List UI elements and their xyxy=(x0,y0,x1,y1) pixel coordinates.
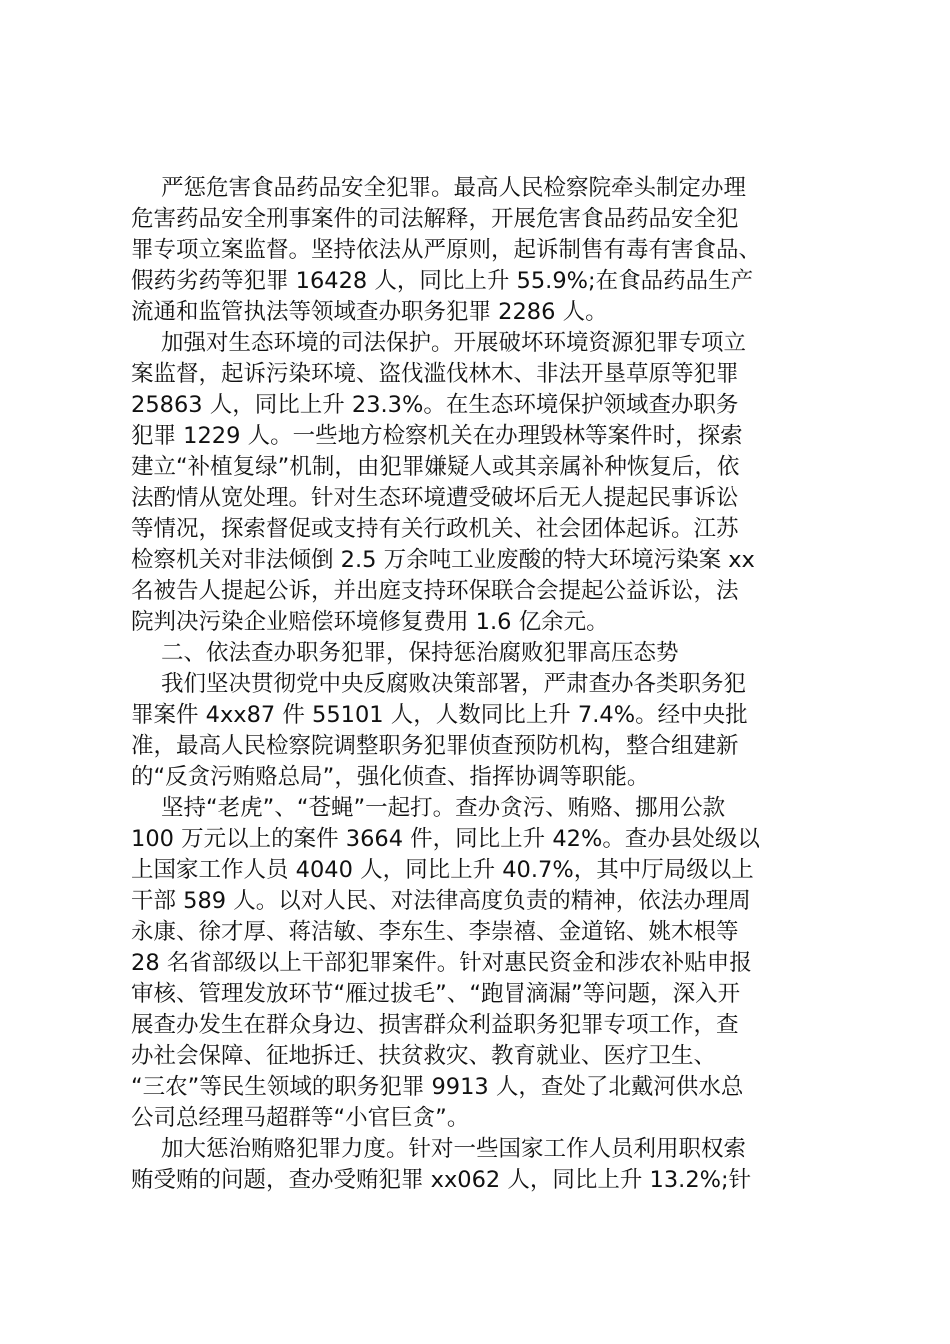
text-line: 展查办发生在群众身边、损害群众利益职务犯罪专项工作，查 xyxy=(131,1012,739,1038)
text-line: 案监督，起诉污染环境、盗伐滥伐林木、非法开垦草原等犯罪 xyxy=(131,361,739,387)
text-line: 名被告人提起公诉，并出庭支持环保联合会提起公益诉讼，法 xyxy=(131,578,739,604)
text-line: 干部 589 人。以对人民、对法律高度负责的精神，依法办理周 xyxy=(131,888,751,914)
text-line: 办社会保障、征地拆迁、扶贫救灾、教育就业、医疗卫生、 xyxy=(131,1043,717,1069)
text-line: 100 万元以上的案件 3664 件，同比上升 42%。查办县处级以 xyxy=(131,826,760,852)
text-line: 加大惩治贿赂犯罪力度。针对一些国家工作人员利用职权索 xyxy=(161,1136,747,1162)
text-line: 坚持“老虎”、“苍蝇”一起打。查办贪污、贿赂、挪用公款 xyxy=(161,795,726,821)
text-line: 院判决污染企业赔偿环境修复费用 1.6 亿余元。 xyxy=(131,609,609,635)
text-line: 罪案件 4xx87 件 55101 人，人数同比上升 7.4%。经中央批 xyxy=(131,702,748,728)
text-line: 审核、管理发放环节“雁过拔毛”、“跑冒滴漏”等问题，深入开 xyxy=(131,981,741,1007)
document-body xyxy=(131,173,831,1196)
text-line: 犯罪 1229 人。一些地方检察机关在办理毁林等案件时，探索 xyxy=(131,423,743,449)
text-line: 我们坚决贯彻党中央反腐败决策部署，严肃查办各类职务犯 xyxy=(161,671,747,697)
text-line: 法酌情从宽处理。针对生态环境遭受破坏后无人提起民事诉讼 xyxy=(131,485,739,511)
text-line: 的“反贪污贿赂总局”，强化侦查、指挥协调等职能。 xyxy=(131,764,650,790)
text-line: 罪专项立案监督。坚持依法从严原则，起诉制售有毒有害食品、 xyxy=(131,237,762,263)
text-line: 25863 人，同比上升 23.3%。在生态环境保护领域查办职务 xyxy=(131,392,739,418)
text-line: 准，最高人民检察院调整职务犯罪侦查预防机构，整合组建新 xyxy=(131,733,739,759)
text-line: 加强对生态环境的司法保护。开展破坏环境资源犯罪专项立 xyxy=(161,330,747,356)
text-line: 严惩危害食品药品安全犯罪。最高人民检察院牵头制定办理 xyxy=(161,175,747,201)
text-line: 永康、徐才厚、蒋洁敏、李东生、李崇禧、金道铭、姚木根等 xyxy=(131,919,739,945)
text-line: 28 名省部级以上干部犯罪案件。针对惠民资金和涉农补贴申报 xyxy=(131,950,752,976)
text-line: 建立“补植复绿”机制，由犯罪嫌疑人或其亲属补种恢复后，依 xyxy=(131,454,740,480)
text-line: 假药劣药等犯罪 16428 人，同比上升 55.9%;在食品药品生产 xyxy=(131,268,754,294)
text-line: 危害药品安全刑事案件的司法解释，开展危害食品药品安全犯 xyxy=(131,206,739,232)
text-line: 二、依法查办职务犯罪，保持惩治腐败犯罪高压态势 xyxy=(161,640,679,666)
text-line: 检察机关对非法倾倒 2.5 万余吨工业废酸的特大环境污染案 xx xyxy=(131,547,755,573)
text-line: 上国家工作人员 4040 人，同比上升 40.7%，其中厅局级以上 xyxy=(131,857,754,883)
text-line: 公司总经理马超群等“小官巨贪”。 xyxy=(131,1105,470,1131)
text-line: “三农”等民生领域的职务犯罪 9913 人，查处了北戴河供水总 xyxy=(131,1074,744,1100)
text-line: 贿受贿的问题，查办受贿犯罪 xx062 人，同比上升 13.2%;针 xyxy=(131,1167,752,1193)
text-line: 流通和监管执法等领域查办职务犯罪 2286 人。 xyxy=(131,299,608,325)
text-line: 等情况，探索督促或支持有关行政机关、社会团体起诉。江苏 xyxy=(131,516,739,542)
